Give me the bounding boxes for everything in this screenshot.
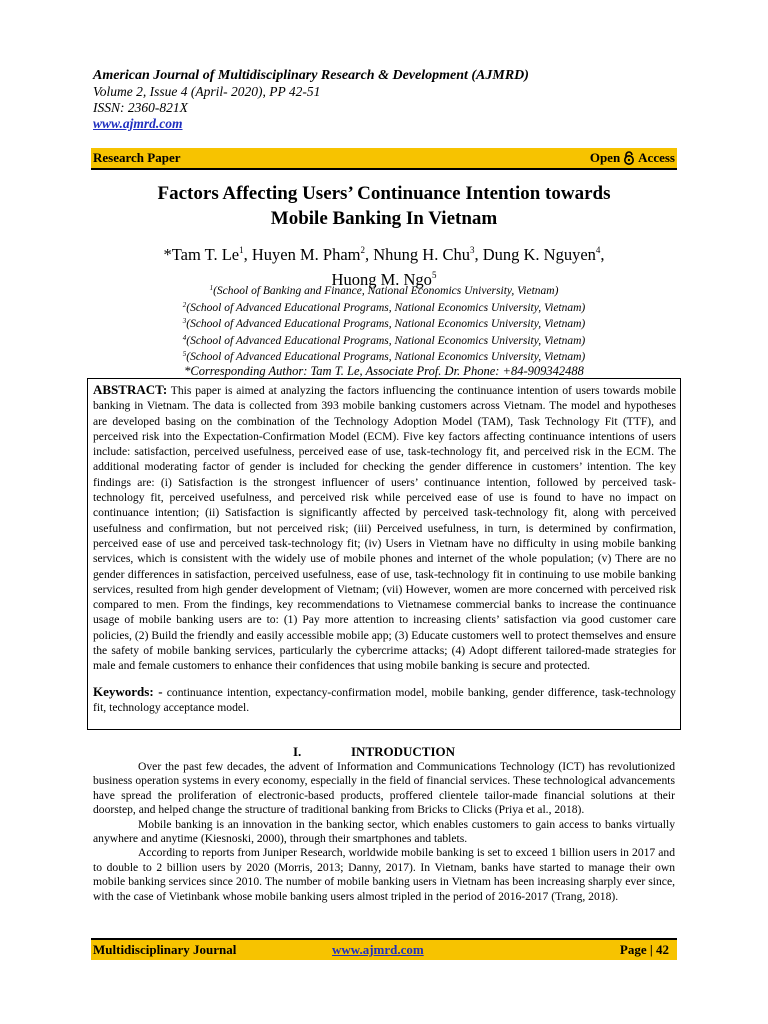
keywords-text: continuance intention, expectancy-confirmation model, mobile banking, gender difference, task-technology fit, technology acceptance model. bbox=[93, 685, 676, 714]
affiliation-sup: 1 bbox=[209, 284, 214, 292]
author-separator: , bbox=[474, 245, 483, 264]
affiliation-text: (School of Advanced Educational Programs, National Economics University, Vietnam) bbox=[186, 301, 586, 314]
affiliation-item bbox=[80, 348, 688, 365]
introduction-body bbox=[93, 760, 675, 904]
corresponding-author: *Corresponding Author: Tam T. Le, Associate Prof. Dr. Phone: +84-909342488 bbox=[184, 363, 584, 378]
author-name: Huong M. Ngo bbox=[331, 270, 432, 289]
header-bar bbox=[91, 148, 677, 170]
paper-type-label: Research Paper bbox=[93, 150, 181, 165]
author-separator: , bbox=[365, 245, 374, 264]
page-number: Page | 42 bbox=[619, 942, 669, 957]
affiliation-item bbox=[80, 299, 688, 316]
journal-volume: Volume 2, Issue 4 (April- 2020), PP 42-51 bbox=[93, 84, 321, 99]
abstract bbox=[93, 382, 676, 674]
affiliation-text: (School of Advanced Educational Programs, National Economics University, Vietnam) bbox=[186, 318, 586, 331]
author-sup: 4 bbox=[595, 245, 601, 255]
paragraph: Over the past few decades, the advent of Information and Communications Technology (ICT) has revolutionized business operation systems in every economy, especially in the field of financial services. These technological advancements have spread the proliferation of electronic-based products, proffered clientele tailor-made financial solutions at their doorstep, and helped change the structure of traditional banking from Bricks to Clicks (Priya et al., 2018). bbox=[93, 760, 675, 817]
affiliation-sup: 5 bbox=[182, 350, 187, 359]
abstract-text: This paper is aimed at analyzing the factors influencing the continuance intention of users towards mobile banking in Vietnam. The data is collected from 393 mobile banking customers across Vietnam. The model and hypotheses are developed basing on the combination of the Technology Adoption Model (TAM), Task Technology Fit (TTF), and perceived risk into the Expectation-Confirmation Model (ECM). Five key factors affecting continuance intentions of users include: satisfaction, perceived usefulness, perceived ease of use, task-technology fit, and perceived risk in the ECM. The additional moderating factor of gender is included for checking the gender difference in customers’ intention. The key findings are: (i) Satisfaction is the strongest influencer of users’ continuance intention, followed by perceived task-technology fit, perceived usefulness, and perceived risk while perceived ease of use is found to have no impact on continuance intention; (ii) Satisfaction is significantly affected by perceived task-technology fit, along with perceived usefulness and confirmation, but not perceived risk; (iii) Perceived usefulness, in turn, is determined by confirmation, perceived ease of use and perceived task-technology fit; (iv) Users in Vietnam have no difficulty in using mobile banking services, which is consistent with the widely use of mobile phones and internet of the whole population; (v) There are no gender differences in satisfaction, perceived usefulness, ease of use, task-technology fit in continuing to use mobile banking services, resulted from high gender development of Vietnam; (vii) However, women are more concerned with perceived risk compared to men. From the findings, key recommendations to Vietnamese commercial banks to increase the continuance usage of mobile banking users are to: (1) Pay more attention to increasing clients’ satisfaction via good customer care policies, (2) Build the friendly and easily accessible mobile app; (3) Educate customers well to protect themselves and ensure the safety of mobile banking services, particularly the cybercrime attacks; (4) Adopt different tailored-made strategies for male and female customers to enhance their confidences that using mobile banking is secure and protected. bbox=[93, 384, 676, 673]
paragraph: According to reports from Juniper Research, worldwide mobile banking is set to exceed 1 billion users in 2017 and to double to 2 billion users by 2020 (Morris, 2013; Danny, 2017). In Vietnam, banks have started to manage their own mobile banking services since 2010. The number of mobile banking users in Vietnam has been increasing sharply ever since, with the case of Vietinbank whose mobile banking users almost tripled in the period of 2016-2017 (Trang, 2018). bbox=[93, 846, 675, 903]
affiliation-text: (School of Advanced Educational Programs, National Economics University, Vietnam) bbox=[186, 334, 586, 347]
section-title: INTRODUCTION bbox=[351, 744, 456, 759]
author-sup: 5 bbox=[431, 270, 437, 280]
affiliation-list bbox=[80, 282, 688, 379]
author-separator: , bbox=[243, 245, 252, 264]
footer-journal: Multidisciplinary Journal bbox=[93, 942, 237, 957]
section-number: I. bbox=[293, 744, 302, 759]
journal-name: American Journal of Multidisciplinary Research & Development (AJMRD) bbox=[93, 68, 529, 83]
journal-website-link[interactable]: www.ajmrd.com bbox=[93, 116, 183, 131]
author-sup: 2 bbox=[360, 245, 365, 255]
keywords bbox=[93, 684, 676, 716]
journal-issn: ISSN: 2360-821X bbox=[93, 100, 188, 115]
open-access-access-text: Access bbox=[638, 150, 675, 165]
paper-title bbox=[80, 181, 688, 231]
affiliation-sup: 2 bbox=[182, 300, 187, 309]
affiliation-sup: 4 bbox=[182, 333, 187, 342]
paper-title-line-2: Mobile Banking In Vietnam bbox=[270, 208, 498, 229]
author-name: Nhung H. Chu bbox=[373, 245, 470, 264]
affiliation-item bbox=[80, 315, 688, 332]
author-name: *Tam T. Le bbox=[163, 245, 240, 264]
affiliation-item bbox=[80, 282, 688, 299]
abstract-box bbox=[87, 378, 681, 730]
open-access-label bbox=[590, 150, 675, 166]
author-sup: 3 bbox=[469, 245, 475, 255]
journal-header bbox=[93, 68, 529, 132]
footer-bar bbox=[91, 938, 677, 960]
paper-title-line-1: Factors Affecting Users’ Continuance Intention towards bbox=[157, 183, 611, 204]
keywords-label: Keywords: - bbox=[93, 683, 163, 699]
footer-website-link[interactable]: www.ajmrd.com bbox=[332, 942, 424, 957]
affiliation-text: (School of Advanced Educational Programs, National Economics University, Vietnam) bbox=[186, 351, 586, 364]
paragraph: Mobile banking is an innovation in the banking sector, which enables customers to gain access to banks virtually anywhere and anytime (Kiesnoski, 2000), through their smartphones and tablets. bbox=[93, 817, 675, 846]
author-name: Dung K. Nguyen bbox=[482, 245, 596, 264]
abstract-label: ABSTRACT: bbox=[93, 382, 168, 397]
affiliation-item bbox=[80, 332, 688, 349]
author-name: Huyen M. Pham bbox=[251, 245, 361, 264]
affiliation-sup: 3 bbox=[182, 317, 187, 326]
author-sup: 1 bbox=[239, 245, 244, 255]
affiliation-text: (School of Banking and Finance, National Economics University, Vietnam) bbox=[213, 285, 559, 297]
open-access-icon bbox=[621, 151, 637, 165]
author-separator: , bbox=[600, 245, 605, 264]
open-access-open-text: Open bbox=[589, 150, 621, 165]
